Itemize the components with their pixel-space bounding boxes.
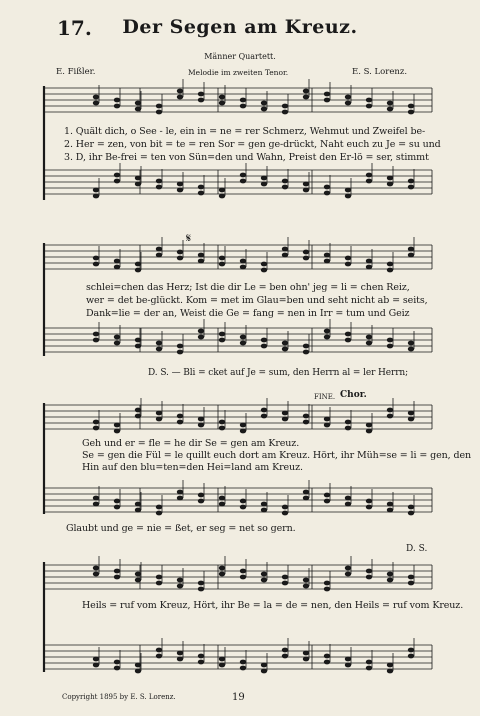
notehead: [177, 188, 183, 193]
notehead: [114, 259, 120, 264]
notehead: [198, 660, 204, 665]
notehead: [282, 417, 288, 422]
notehead: [240, 265, 246, 270]
notehead: [114, 98, 120, 103]
notehead: [345, 262, 351, 267]
notehead: [93, 338, 99, 343]
notehead: [219, 101, 225, 106]
notehead: [93, 426, 99, 431]
notehead: [324, 191, 330, 196]
notehead: [156, 648, 162, 653]
notehead: [261, 572, 267, 577]
notehead: [408, 654, 414, 659]
notehead: [387, 508, 393, 513]
notehead: [261, 669, 267, 674]
notehead: [303, 95, 309, 100]
notehead: [219, 657, 225, 662]
notehead: [240, 499, 246, 504]
notehead: [93, 262, 99, 267]
hymn-subtitle: Männer Quartett.: [204, 52, 276, 61]
verse-2-line1: 2. Her = zen, von bit = te = ren Sor = gen ge-drückt, Naht euch zu Je = su und: [64, 139, 441, 150]
notehead: [282, 347, 288, 352]
ds-lyric-line: D. S. — Bli = cket auf Je = sum, den Herrn al = ler Herrn;: [148, 368, 409, 378]
notehead: [408, 505, 414, 510]
notehead: [114, 173, 120, 178]
composer-credit: E. S. Lorenz.: [352, 67, 408, 77]
notehead: [324, 185, 330, 190]
notehead: [177, 578, 183, 583]
notehead: [261, 502, 267, 507]
notehead: [261, 262, 267, 267]
notehead: [240, 660, 246, 665]
notehead: [93, 572, 99, 577]
notehead: [345, 188, 351, 193]
notehead: [303, 420, 309, 425]
notehead: [366, 259, 372, 264]
notehead: [387, 182, 393, 187]
notehead: [135, 101, 141, 106]
notehead: [177, 250, 183, 255]
notehead: [303, 651, 309, 656]
notehead: [261, 663, 267, 668]
notehead: [324, 493, 330, 498]
notehead: [135, 572, 141, 577]
notehead: [324, 417, 330, 422]
notehead: [366, 265, 372, 270]
notehead: [198, 98, 204, 103]
notehead: [177, 496, 183, 501]
notehead: [282, 185, 288, 190]
notehead: [261, 508, 267, 513]
notehead: [240, 423, 246, 428]
notehead: [177, 95, 183, 100]
notehead: [198, 335, 204, 340]
page-number: 19: [232, 692, 245, 703]
notehead: [156, 185, 162, 190]
notehead: [156, 511, 162, 516]
hymn-title: Der Segen am Kreuz.: [122, 16, 358, 38]
notehead: [177, 584, 183, 589]
notehead: [135, 262, 141, 267]
notehead: [198, 493, 204, 498]
notehead: [114, 341, 120, 346]
notehead: [282, 511, 288, 516]
notehead: [282, 110, 288, 115]
notehead: [303, 414, 309, 419]
notehead: [156, 347, 162, 352]
notehead: [387, 663, 393, 668]
notehead: [93, 95, 99, 100]
notehead: [366, 179, 372, 184]
notehead: [156, 505, 162, 510]
notehead: [240, 575, 246, 580]
notehead: [261, 182, 267, 187]
notehead: [135, 344, 141, 349]
notehead: [114, 499, 120, 504]
notehead: [219, 194, 225, 199]
notehead: [303, 188, 309, 193]
notehead: [156, 247, 162, 252]
notehead: [261, 338, 267, 343]
notehead: [387, 408, 393, 413]
notehead: [366, 98, 372, 103]
notehead: [156, 179, 162, 184]
notehead: [366, 173, 372, 178]
notehead: [177, 89, 183, 94]
page-number-heading: 17.: [57, 16, 92, 40]
notehead: [345, 572, 351, 577]
notehead: [261, 344, 267, 349]
notehead: [114, 666, 120, 671]
notehead: [219, 256, 225, 261]
notehead: [198, 92, 204, 97]
notehead: [324, 259, 330, 264]
notehead: [387, 107, 393, 112]
notehead: [261, 408, 267, 413]
notehead: [303, 182, 309, 187]
notehead: [303, 250, 309, 255]
notehead: [156, 104, 162, 109]
notehead: [303, 89, 309, 94]
notehead: [240, 104, 246, 109]
notehead: [261, 176, 267, 181]
notehead: [240, 429, 246, 434]
notehead: [219, 95, 225, 100]
notehead: [135, 508, 141, 513]
notehead: [219, 426, 225, 431]
notehead: [408, 253, 414, 258]
notehead: [345, 566, 351, 571]
notehead: [219, 338, 225, 343]
notehead: [240, 335, 246, 340]
notehead: [219, 262, 225, 267]
notehead: [408, 575, 414, 580]
notehead: [345, 657, 351, 662]
notehead: [366, 505, 372, 510]
notehead: [93, 332, 99, 337]
notehead: [261, 268, 267, 273]
notehead: [345, 426, 351, 431]
notehead: [135, 502, 141, 507]
notehead: [366, 575, 372, 580]
notehead: [303, 584, 309, 589]
notehead: [93, 194, 99, 199]
notehead: [282, 505, 288, 510]
notehead: [114, 179, 120, 184]
notehead: [240, 666, 246, 671]
ds-label: D. S.: [406, 544, 428, 554]
notehead: [303, 578, 309, 583]
notehead: [93, 663, 99, 668]
notehead: [387, 502, 393, 507]
notehead: [177, 651, 183, 656]
notehead: [324, 654, 330, 659]
notehead: [345, 338, 351, 343]
notehead: [177, 344, 183, 349]
notehead: [408, 347, 414, 352]
chor-label: Chor.: [340, 390, 367, 400]
notehead: [408, 648, 414, 653]
notehead: [156, 411, 162, 416]
notehead: [177, 657, 183, 662]
notehead: [345, 194, 351, 199]
notehead: [303, 256, 309, 261]
notehead: [324, 660, 330, 665]
notehead: [135, 578, 141, 583]
notehead: [114, 265, 120, 270]
chorus-lyric-line: Glaubt und ge = nie = ßet, er seg = net so gern.: [66, 523, 296, 534]
notehead: [114, 335, 120, 340]
notehead: [177, 350, 183, 355]
notehead: [324, 253, 330, 258]
notehead: [324, 587, 330, 592]
melody-note: Melodie im zweiten Tenor.: [188, 68, 289, 77]
notehead: [114, 575, 120, 580]
notehead: [177, 256, 183, 261]
notehead: [303, 657, 309, 662]
notehead: [282, 654, 288, 659]
notehead: [93, 566, 99, 571]
svg-text:𝄋: 𝄋: [186, 231, 192, 245]
notehead: [261, 107, 267, 112]
notehead: [114, 104, 120, 109]
lyricist-credit: E. Fißler.: [56, 67, 96, 77]
notehead: [240, 341, 246, 346]
notehead: [177, 414, 183, 419]
notehead: [324, 98, 330, 103]
verse-3-line1: 3. D, ihr Be-frei = ten von Sün=den und Wahn, Preist den Er-lö = ser, stimmt: [64, 152, 429, 163]
notehead: [156, 575, 162, 580]
notehead: [93, 496, 99, 501]
notehead: [408, 185, 414, 190]
notehead: [366, 423, 372, 428]
notehead: [282, 247, 288, 252]
verse-1-line1: 1. Quält dich, o See - le, ein in = ne = rer Schmerz, Wehmut und Zweifel be-: [64, 126, 426, 137]
notehead: [219, 566, 225, 571]
notehead: [114, 569, 120, 574]
verse-1-line3: Geh und er = fle = he dir Se = gen am Kreuz.: [82, 438, 300, 449]
notehead: [198, 581, 204, 586]
notehead: [345, 496, 351, 501]
notehead: [282, 341, 288, 346]
fine-label: FINE.: [314, 393, 336, 401]
notehead: [282, 253, 288, 258]
notehead: [282, 648, 288, 653]
notehead: [282, 179, 288, 184]
notehead: [219, 188, 225, 193]
notehead: [366, 335, 372, 340]
notehead: [261, 414, 267, 419]
notehead: [408, 341, 414, 346]
verse-2-line2: wer = det be-glückt. Kom = met im Glau=ben und seht nicht ab = seits,: [86, 295, 428, 306]
notehead: [219, 496, 225, 501]
notehead: [366, 569, 372, 574]
notehead: [303, 344, 309, 349]
staff-lines: [44, 88, 432, 669]
notehead: [387, 344, 393, 349]
notehead: [366, 104, 372, 109]
notehead: [366, 499, 372, 504]
notehead: [219, 502, 225, 507]
notehead: [93, 101, 99, 106]
notehead: [156, 341, 162, 346]
notehead: [93, 188, 99, 193]
notehead: [366, 660, 372, 665]
notehead: [219, 420, 225, 425]
notehead: [198, 259, 204, 264]
notehead: [345, 663, 351, 668]
notehead: [408, 511, 414, 516]
notehead: [345, 420, 351, 425]
notehead: [177, 420, 183, 425]
notehead: [408, 581, 414, 586]
notehead: [324, 92, 330, 97]
notehead: [135, 408, 141, 413]
notehead: [303, 496, 309, 501]
notehead: [282, 411, 288, 416]
notehead: [135, 107, 141, 112]
notehead: [156, 253, 162, 258]
notehead: [177, 182, 183, 187]
verse-2-line3: Se = gen die Fül = le quillt euch dort am Kreuz. Hört, ihr Müh=se = li = gen, den: [82, 450, 472, 461]
notehead: [387, 268, 393, 273]
notehead: [135, 182, 141, 187]
notehead: [156, 654, 162, 659]
notehead: [387, 176, 393, 181]
notehead: [240, 179, 246, 184]
notehead: [156, 581, 162, 586]
notehead: [135, 176, 141, 181]
segno-sign: [186, 231, 191, 245]
notehead: [135, 268, 141, 273]
verse-1-line2: schlei=chen das Herz; Ist die dir Le = ben ohn' jeg = li = chen Reiz,: [86, 282, 410, 293]
notehead: [261, 578, 267, 583]
notehead: [387, 262, 393, 267]
verse-3-line2: Dank=lie = der an, Weist die Ge = fang = nen in Irr = tum und Geiz: [86, 308, 410, 319]
notehead: [387, 669, 393, 674]
notehead: [324, 581, 330, 586]
notehead: [303, 490, 309, 495]
notehead: [198, 185, 204, 190]
notehead: [387, 572, 393, 577]
notehead: [135, 669, 141, 674]
verse-3-line3: Hin auf den blu=ten=den Hei=land am Kreuz.: [82, 462, 303, 473]
notehead: [324, 335, 330, 340]
notehead: [177, 490, 183, 495]
notehead: [219, 332, 225, 337]
notehead: [345, 502, 351, 507]
notehead: [345, 101, 351, 106]
notehead: [345, 95, 351, 100]
notehead: [114, 423, 120, 428]
copyright-notice: Copyright 1895 by E. S. Lorenz.: [62, 693, 176, 701]
notehead: [345, 256, 351, 261]
notehead: [324, 499, 330, 504]
notehead: [135, 414, 141, 419]
notehead: [387, 414, 393, 419]
refrain-lyric-line: Heils = ruf vom Kreuz, Hört, ihr Be = la = de = nen, den Heils = ruf vom Kreuz.: [82, 600, 464, 611]
notehead: [93, 657, 99, 662]
notehead: [219, 663, 225, 668]
notehead: [135, 338, 141, 343]
notehead: [93, 502, 99, 507]
notehead: [408, 179, 414, 184]
notehead: [240, 259, 246, 264]
notehead: [408, 104, 414, 109]
notehead: [156, 417, 162, 422]
notehead: [240, 98, 246, 103]
notehead: [408, 247, 414, 252]
notehead: [240, 505, 246, 510]
notehead: [198, 191, 204, 196]
notehead: [366, 429, 372, 434]
notehead: [114, 505, 120, 510]
notehead: [408, 110, 414, 115]
notehead: [282, 104, 288, 109]
notehead: [135, 663, 141, 668]
notehead: [324, 329, 330, 334]
notehead: [324, 423, 330, 428]
notehead: [93, 420, 99, 425]
notehead: [282, 575, 288, 580]
notehead: [240, 569, 246, 574]
notehead: [387, 578, 393, 583]
notehead: [156, 110, 162, 115]
notehead: [408, 417, 414, 422]
notehead: [114, 429, 120, 434]
notehead: [387, 338, 393, 343]
notehead: [219, 572, 225, 577]
notehead: [93, 256, 99, 261]
notehead: [198, 417, 204, 422]
notehead: [303, 350, 309, 355]
notehead: [198, 499, 204, 504]
notehead: [198, 587, 204, 592]
notehead: [198, 329, 204, 334]
notehead: [387, 101, 393, 106]
notehead: [345, 332, 351, 337]
notehead: [366, 341, 372, 346]
notehead: [198, 253, 204, 258]
notehead: [408, 411, 414, 416]
notehead: [366, 666, 372, 671]
notehead: [282, 581, 288, 586]
notehead: [198, 654, 204, 659]
notehead: [114, 660, 120, 665]
notehead: [261, 101, 267, 106]
notehead: [240, 173, 246, 178]
notehead: [198, 423, 204, 428]
